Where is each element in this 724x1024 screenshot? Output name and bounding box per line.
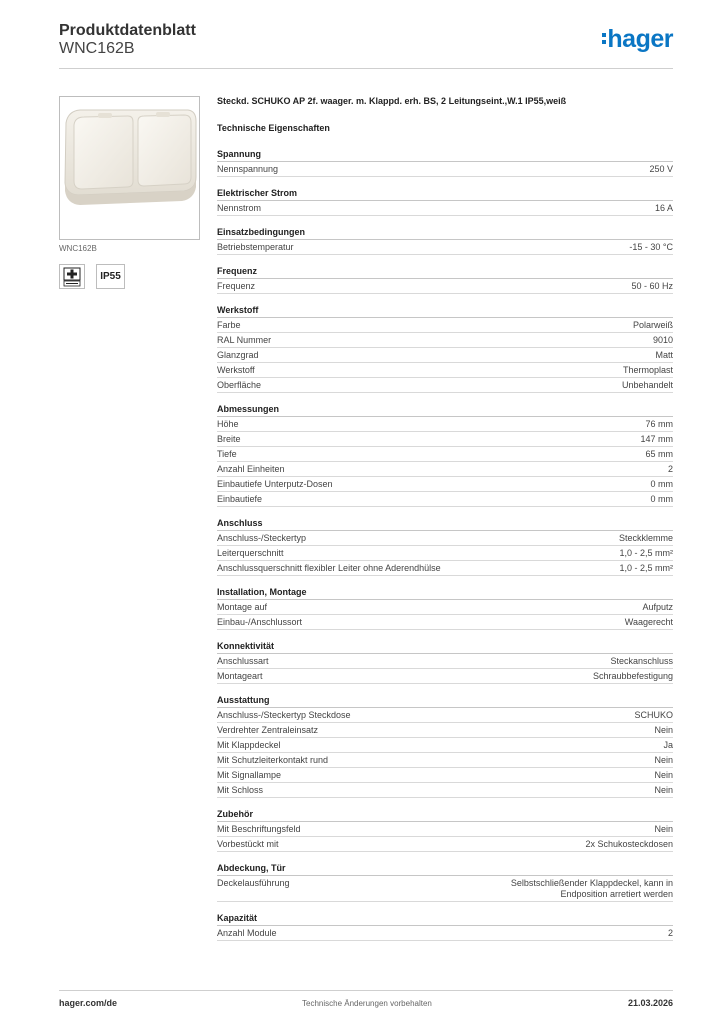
property-value: Polarweiß — [632, 320, 673, 330]
property-label: Einbau-/Anschlussort — [217, 617, 303, 627]
section-title: Spannung — [217, 148, 673, 162]
property-label: Nennstrom — [217, 203, 262, 213]
hager-logo[interactable] — [602, 25, 673, 54]
property-row — [217, 837, 673, 852]
section-title: Zubehör — [217, 808, 673, 822]
property-row — [217, 378, 673, 393]
page-header — [59, 20, 673, 68]
section-title: Ausstattung — [217, 694, 673, 708]
section-title: Einsatzbedingungen — [217, 226, 673, 240]
property-label: Anschluss-/Steckertyp — [217, 533, 307, 543]
property-row — [217, 876, 673, 902]
property-row — [217, 363, 673, 378]
property-value: 50 - 60 Hz — [631, 281, 673, 291]
property-row — [217, 240, 673, 255]
property-value: Nein — [654, 755, 673, 765]
property-label: Frequenz — [217, 281, 256, 291]
property-row — [217, 477, 673, 492]
section-title: Elektrischer Strom — [217, 187, 673, 201]
property-section — [217, 912, 673, 941]
property-label: Glanzgrad — [217, 350, 259, 360]
property-value: Matt — [655, 350, 673, 360]
property-value: Steckklemme — [618, 533, 673, 543]
property-value: 76 mm — [645, 419, 673, 429]
property-section — [217, 517, 673, 576]
property-label: Mit Schloss — [217, 785, 264, 795]
property-sections — [217, 148, 673, 941]
property-label: Vorbestückt mit — [217, 839, 279, 849]
property-label: Montage auf — [217, 602, 268, 612]
property-row — [217, 492, 673, 507]
cross-mark-icon — [63, 267, 81, 287]
ip-rating-badge: IP55 — [96, 264, 125, 289]
property-label: Breite — [217, 434, 241, 444]
property-row — [217, 546, 673, 561]
protection-class-badge — [59, 264, 85, 289]
property-value: Aufputz — [642, 602, 673, 612]
property-label: Mit Signallampe — [217, 770, 282, 780]
property-value: Schraubbefestigung — [592, 671, 673, 681]
property-label: Nennspannung — [217, 164, 279, 174]
property-section — [217, 808, 673, 852]
property-value: 250 V — [649, 164, 673, 174]
property-value: SCHUKO — [634, 710, 673, 720]
property-value: 65 mm — [645, 449, 673, 459]
property-section — [217, 265, 673, 294]
property-row — [217, 822, 673, 837]
property-value: 2x Schukosteckdosen — [585, 839, 673, 849]
section-title: Konnektivität — [217, 640, 673, 654]
property-value: Selbstschließender Klappdeckel, kann in Endposition arretiert werden — [510, 878, 673, 899]
section-title: Abmessungen — [217, 403, 673, 417]
property-row — [217, 561, 673, 576]
property-label: Mit Klappdeckel — [217, 740, 281, 750]
technical-properties-heading: Technische Eigenschaften — [217, 123, 330, 133]
product-image — [59, 96, 200, 240]
property-row — [217, 201, 673, 216]
section-title: Anschluss — [217, 517, 673, 531]
property-label: Anschlussart — [217, 656, 269, 666]
property-value: 2 — [667, 464, 673, 474]
socket-outlet-icon — [60, 97, 199, 239]
header-divider — [59, 68, 673, 69]
product-description: Steckd. SCHUKO AP 2f. waager. m. Klappd. erh. BS, 2 Leitungseint.,W.1 IP55,weiß — [217, 96, 567, 106]
property-value: 16 A — [654, 203, 673, 213]
property-value: Nein — [654, 725, 673, 735]
property-value: Waagerecht — [624, 617, 673, 627]
product-code: WNC162B — [59, 40, 135, 57]
property-row — [217, 708, 673, 723]
property-value: Nein — [654, 824, 673, 834]
property-label: Montageart — [217, 671, 263, 681]
section-title: Installation, Montage — [217, 586, 673, 600]
property-row — [217, 162, 673, 177]
property-row — [217, 768, 673, 783]
property-label: Anzahl Einheiten — [217, 464, 285, 474]
logo-colon-icon — [602, 30, 606, 47]
property-value: 0 mm — [650, 494, 673, 504]
property-label: Einbautiefe — [217, 494, 263, 504]
property-row — [217, 531, 673, 546]
property-row — [217, 333, 673, 348]
property-row — [217, 738, 673, 753]
property-label: Höhe — [217, 419, 239, 429]
property-label: Verdrehter Zentraleinsatz — [217, 725, 319, 735]
property-row — [217, 318, 673, 333]
property-label: Tiefe — [217, 449, 237, 459]
property-label: Werkstoff — [217, 365, 255, 375]
property-section — [217, 403, 673, 507]
property-row — [217, 600, 673, 615]
property-row — [217, 447, 673, 462]
property-value: 9010 — [652, 335, 673, 345]
property-label: Mit Beschriftungsfeld — [217, 824, 301, 834]
property-row — [217, 753, 673, 768]
property-row — [217, 417, 673, 432]
section-title: Werkstoff — [217, 304, 673, 318]
property-value: 147 mm — [640, 434, 673, 444]
footer-date: 21.03.2026 — [627, 998, 673, 1008]
property-label: Farbe — [217, 320, 241, 330]
product-details — [217, 96, 673, 951]
property-section — [217, 694, 673, 798]
logo-text: hager — [607, 25, 673, 53]
property-section — [217, 586, 673, 630]
property-row — [217, 615, 673, 630]
property-value: 2 — [667, 928, 673, 938]
property-value: Ja — [663, 740, 673, 750]
property-section — [217, 304, 673, 393]
property-row — [217, 348, 673, 363]
property-section — [217, 148, 673, 177]
property-row — [217, 654, 673, 669]
section-title: Frequenz — [217, 265, 673, 279]
property-row — [217, 669, 673, 684]
property-value: Steckanschluss — [610, 656, 673, 666]
property-row — [217, 462, 673, 477]
property-label: Deckelausführung — [217, 878, 290, 888]
section-title: Kapazität — [217, 912, 673, 926]
property-value: Unbehandelt — [621, 380, 673, 390]
property-label: Einbautiefe Unterputz-Dosen — [217, 479, 333, 489]
property-label: Anzahl Module — [217, 928, 277, 938]
property-value: Nein — [654, 770, 673, 780]
property-value: Nein — [654, 785, 673, 795]
property-row — [217, 926, 673, 941]
property-label: Mit Schutzleiterkontakt rund — [217, 755, 329, 765]
property-label: Betriebstemperatur — [217, 242, 294, 252]
property-value: 1,0 - 2,5 mm² — [619, 563, 673, 573]
property-row — [217, 783, 673, 798]
document-title: Produktdatenblatt — [59, 22, 196, 39]
property-section — [217, 640, 673, 684]
property-label: RAL Nummer — [217, 335, 272, 345]
property-label: Leiterquerschnitt — [217, 548, 284, 558]
property-value: Thermoplast — [622, 365, 673, 375]
footer-website-link[interactable]: hager.com/de — [59, 998, 118, 1008]
property-section — [217, 226, 673, 255]
property-label: Anschlussquerschnitt flexibler Leiter ohne Aderendhülse — [217, 563, 441, 573]
property-row — [217, 432, 673, 447]
property-row — [217, 723, 673, 738]
footer-divider — [59, 990, 673, 991]
property-section — [217, 187, 673, 216]
property-value: -15 - 30 °C — [629, 242, 673, 252]
footer-disclaimer: Technische Änderungen vorbehalten — [302, 999, 432, 1008]
section-title: Abdeckung, Tür — [217, 862, 673, 876]
property-row — [217, 279, 673, 294]
property-value: 1,0 - 2,5 mm² — [619, 548, 673, 558]
property-section — [217, 862, 673, 902]
property-label: Anschluss-/Steckertyp Steckdose — [217, 710, 351, 720]
property-value: 0 mm — [650, 479, 673, 489]
property-label: Oberfläche — [217, 380, 262, 390]
image-caption: WNC162B — [59, 244, 97, 253]
